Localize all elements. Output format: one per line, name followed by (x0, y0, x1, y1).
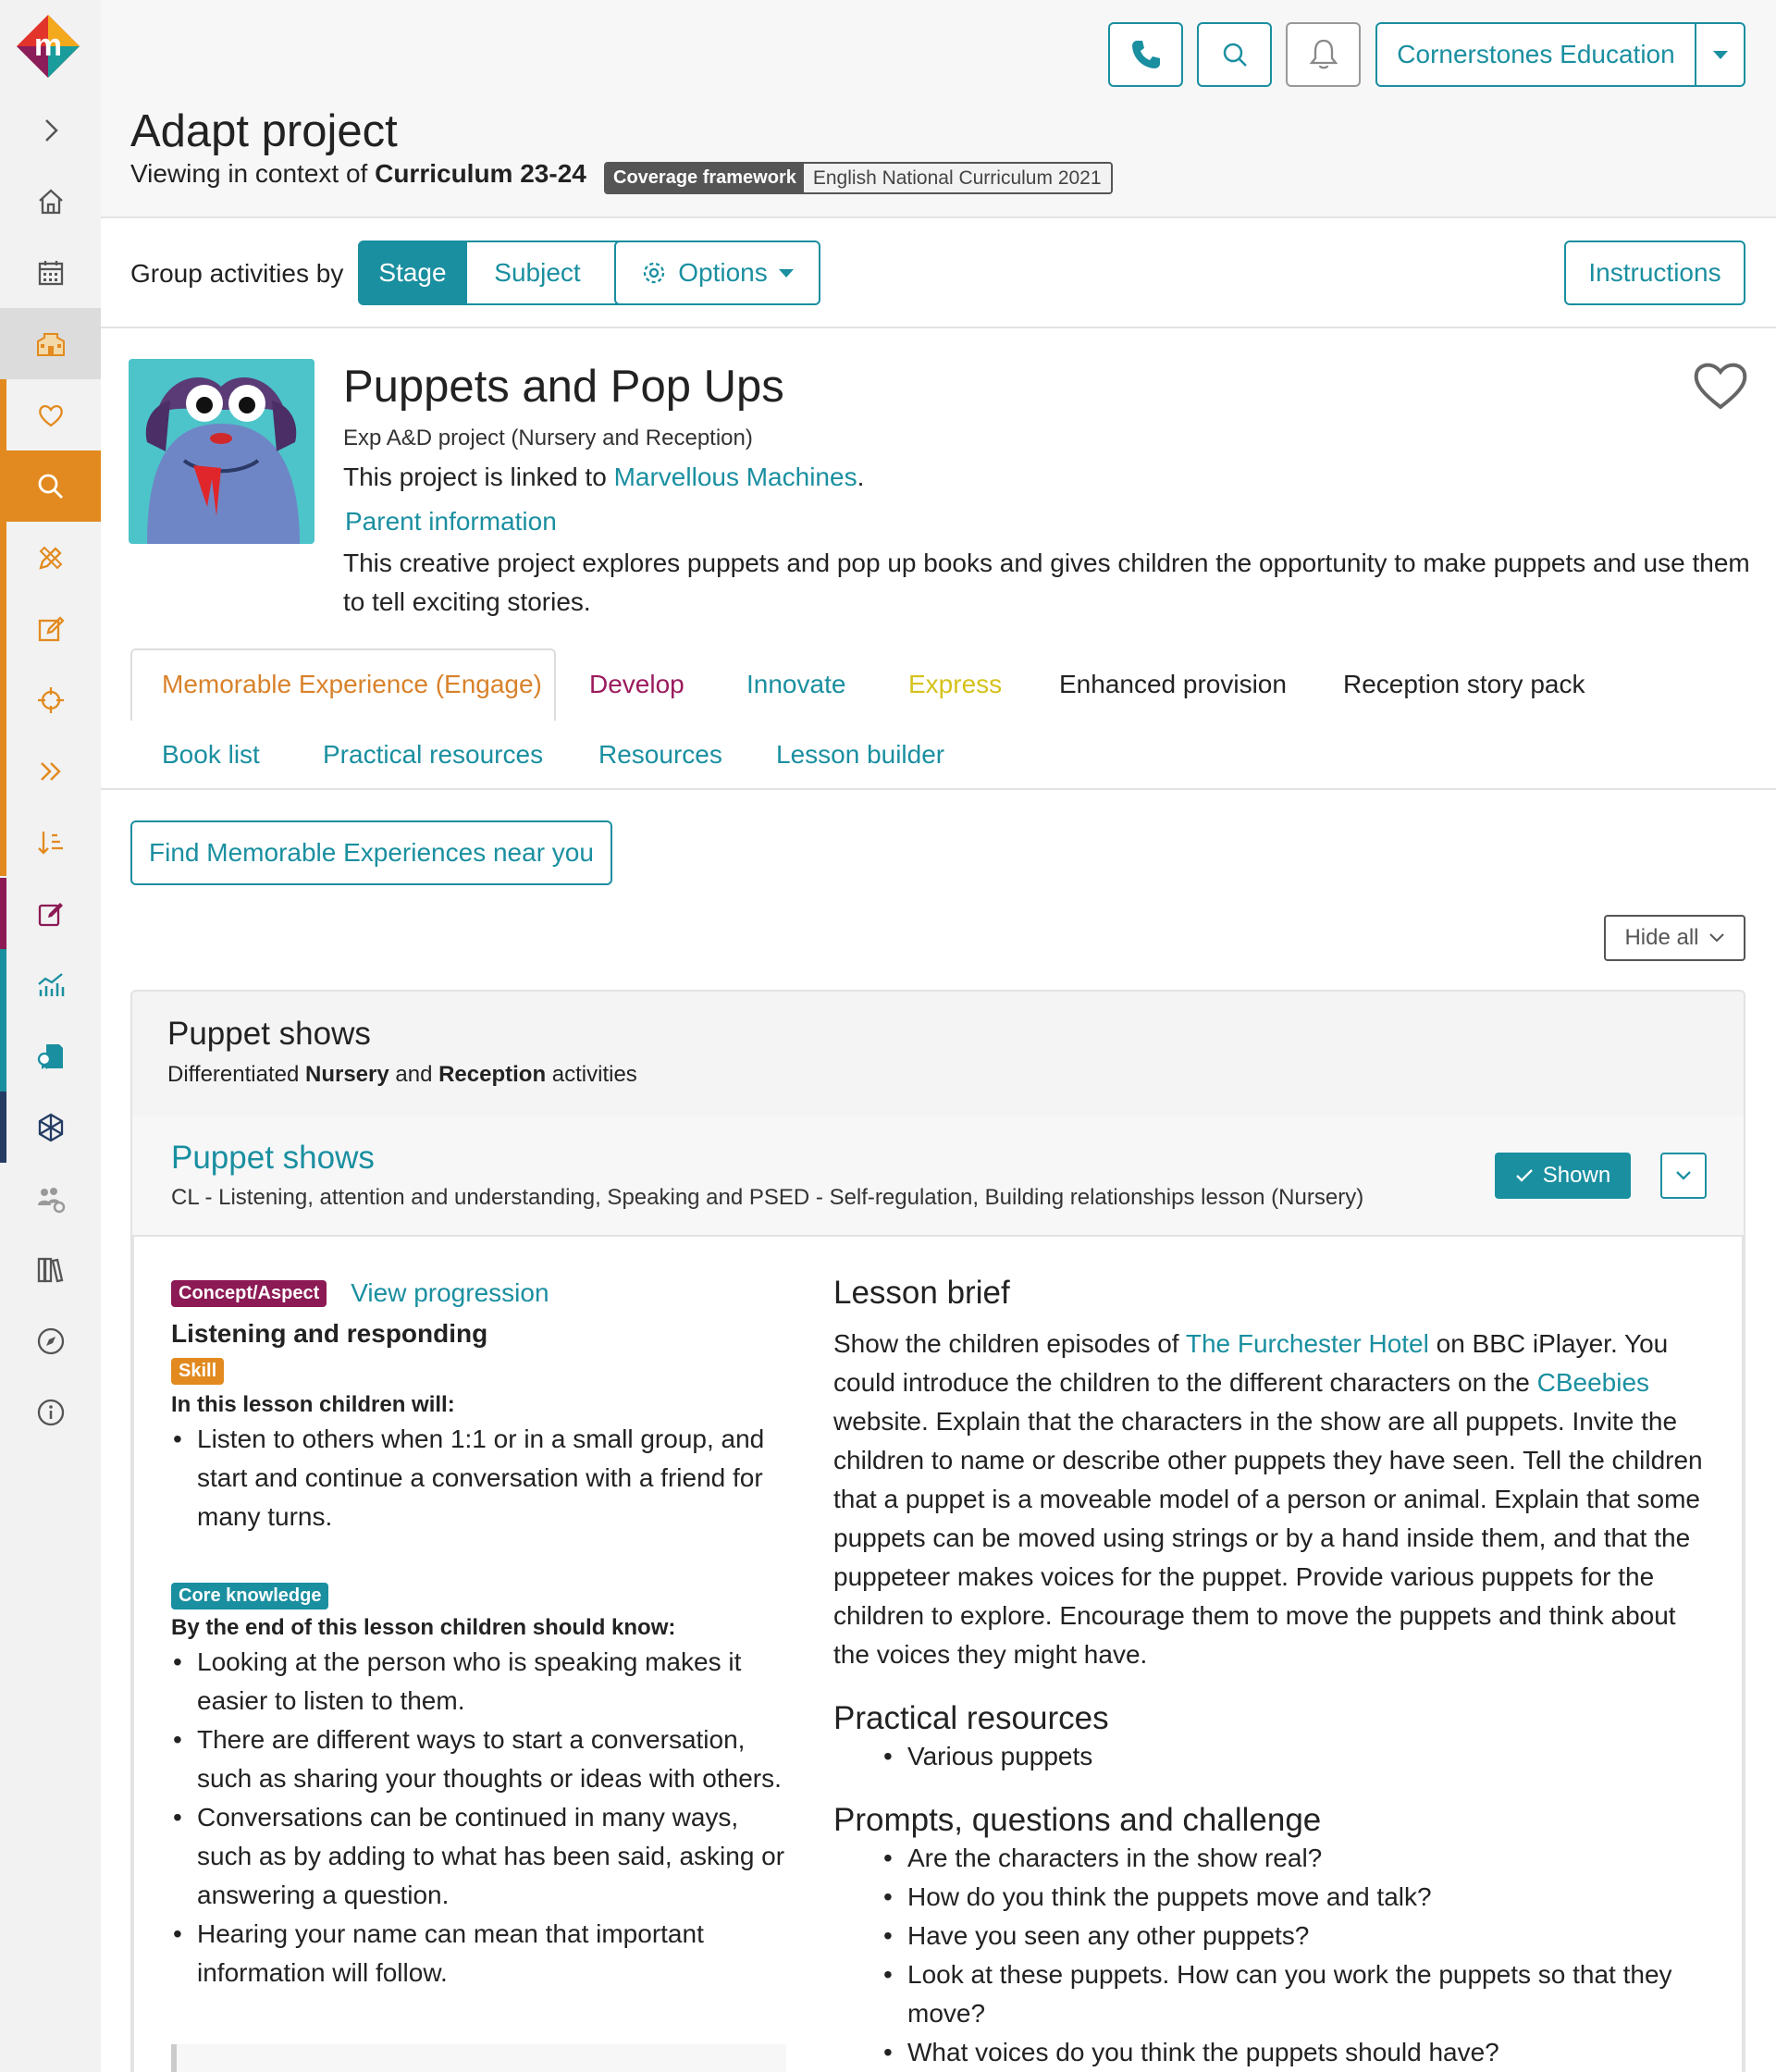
section-sub-and: and (388, 1062, 439, 1087)
lesson-subtitle: CL - Listening, attention and understanding, Speaking and PSED - Self-regulation, Building relationships lesson (Nursery) (171, 1185, 1364, 1210)
sidebar-item-target[interactable] (0, 664, 101, 735)
collapse-lesson-button[interactable] (1660, 1153, 1707, 1199)
chevron-down-icon (1674, 1169, 1693, 1182)
know-label: By the end of this lesson children should know: (171, 1615, 676, 1640)
subject-label: Subject (494, 258, 581, 287)
compass-icon (35, 1326, 67, 1357)
section-subtitle (167, 1062, 637, 1088)
group-stage-button[interactable]: Stage (358, 240, 467, 305)
chevron-down-icon (1708, 932, 1725, 944)
books-icon (35, 1254, 67, 1286)
list-item: • Are the characters in the show real? (882, 1839, 1703, 1878)
section-sub-nursery: Nursery (304, 1062, 389, 1087)
home-icon (35, 186, 67, 217)
svg-text:m: m (33, 28, 63, 63)
phone-icon (1128, 37, 1164, 72)
shown-label: Shown (1542, 1163, 1611, 1188)
options-button[interactable] (614, 240, 820, 305)
sidebar-item-users[interactable] (0, 1163, 101, 1234)
gear-icon (641, 260, 667, 286)
organisation-dropdown-toggle[interactable] (1695, 22, 1745, 87)
will-list (171, 1420, 800, 1536)
info-icon (35, 1397, 67, 1428)
context-curriculum: Curriculum 23-24 (375, 159, 586, 188)
edit-icon (35, 613, 67, 645)
crosshair-icon (35, 684, 67, 716)
tab-practical-resources[interactable]: Practical resources (323, 740, 544, 769)
sidebar-item-sort[interactable] (0, 807, 101, 878)
sidebar-item-favourites[interactable] (0, 379, 101, 450)
brief-part-1: Show the children episodes of (833, 1329, 1186, 1358)
furchester-hotel-link[interactable]: The Furchester Hotel (1185, 1329, 1429, 1358)
project-title: Puppets and Pop Ups (343, 362, 784, 412)
tab-enhanced-provision[interactable]: Enhanced provision (1059, 670, 1287, 698)
sidebar-item-analytics[interactable] (0, 949, 101, 1020)
list-item: • There are different ways to start a conversation, such as sharing your thoughts or ideas with others. (171, 1720, 800, 1798)
list-item: • How do you think the puppets move and talk? (882, 1878, 1703, 1917)
users-gear-icon (35, 1183, 67, 1215)
list-item: • Look at these puppets. How can you work the puppets so that they move? (882, 1955, 1703, 2033)
puppet-image (129, 359, 314, 544)
list-item: • What voices do you think the puppets should have? (882, 2033, 1703, 2072)
sidebar-item-assessment[interactable] (0, 878, 101, 949)
hide-all-button[interactable] (1604, 915, 1745, 961)
will-label: In this lesson children will: (171, 1392, 455, 1417)
lesson-left-column (171, 1275, 800, 1992)
tab-innovate[interactable]: Innovate (746, 670, 846, 698)
sidebar-item-projects[interactable] (0, 308, 101, 379)
pen-square-icon (35, 898, 67, 930)
shown-toggle-button[interactable] (1495, 1153, 1631, 1199)
context-line (130, 159, 586, 189)
sort-list-icon (35, 827, 67, 858)
sidebar-item-library[interactable] (0, 1234, 101, 1305)
lesson-title[interactable]: Puppet shows (171, 1140, 375, 1176)
practical-resources-list (882, 1737, 1703, 1776)
section-title: Puppet shows (167, 1016, 371, 1052)
linked-prefix: This project is linked to (343, 462, 614, 491)
list-item: • Looking at the person who is speaking makes it easier to listen to them. (171, 1643, 800, 1720)
caret-down-icon (1713, 51, 1728, 59)
sidebar-item-explore[interactable] (0, 1305, 101, 1376)
tab-memorable-experience[interactable]: Memorable Experience (Engage) (162, 670, 542, 698)
sidebar-item-info[interactable] (0, 1376, 101, 1448)
favourite-heart-icon[interactable] (1692, 359, 1749, 411)
skill-tag: Skill (171, 1358, 224, 1385)
project-thumbnail (129, 359, 314, 544)
chevron-right-icon (35, 115, 67, 146)
check-icon (1515, 1168, 1534, 1183)
practical-resources-heading: Practical resources (833, 1700, 1109, 1736)
tab-develop[interactable]: Develop (589, 670, 684, 698)
list-item: • Hearing your name can mean that important information will follow. (171, 1915, 800, 1992)
find-memorable-experiences-button[interactable]: Find Memorable Experiences near you (130, 820, 612, 885)
section-sub-reception: Reception (438, 1062, 547, 1087)
concept-aspect-tag: Concept/Aspect (171, 1280, 327, 1307)
sidebar-item-network[interactable] (0, 1092, 101, 1163)
search-button[interactable] (1197, 22, 1272, 87)
lesson-brief-text (833, 1325, 1703, 1674)
know-list (171, 1643, 800, 1992)
sidebar-item-design[interactable] (0, 522, 101, 593)
project-description: This creative project explores puppets and pop up books and gives children the opportunity to make puppets and use them to tell exciting stories. (343, 549, 1750, 616)
app-logo-icon[interactable] (15, 13, 81, 80)
notifications-button[interactable] (1286, 22, 1361, 87)
lesson-right-column (833, 1275, 1703, 2072)
caret-down-icon (779, 269, 794, 278)
group-by-label: Group activities by (130, 259, 344, 288)
bell-icon (1306, 37, 1341, 72)
cbeebies-link[interactable]: CBeebies (1536, 1368, 1650, 1397)
page-title: Adapt project (130, 106, 398, 156)
main-content (101, 0, 1776, 2072)
heart-icon (35, 400, 67, 431)
framework-value: English National Curriculum 2021 (804, 164, 1111, 192)
sidebar (0, 0, 101, 2072)
sidebar-item-home[interactable] (0, 166, 101, 237)
view-progression-link[interactable]: View progression (351, 1278, 549, 1307)
pencil-ruler-icon (35, 542, 67, 574)
network-icon (35, 1112, 67, 1143)
prompts-heading: Prompts, questions and challenge (833, 1802, 1322, 1838)
options-label: Options (678, 258, 768, 287)
tab-express[interactable]: Express (908, 670, 1003, 698)
framework-label: Coverage framework (606, 164, 804, 192)
list-item: • Various puppets (882, 1737, 1703, 1776)
sidebar-item-search[interactable] (0, 450, 101, 522)
linked-suffix: . (857, 462, 865, 491)
sidebar-item-calendar[interactable] (0, 237, 101, 308)
lesson-brief-heading: Lesson brief (833, 1275, 1010, 1311)
list-item: • Conversations can be continued in many ways, such as by adding to what has been said, asking or answering a question. (171, 1798, 800, 1915)
context-prefix: Viewing in context of (130, 159, 376, 188)
tab-reception-story-pack[interactable]: Reception story pack (1343, 670, 1585, 698)
search-icon (1217, 37, 1252, 72)
double-chevron-right-icon (35, 756, 67, 787)
group-toolbar (101, 219, 1776, 328)
lesson-note-box (171, 2044, 786, 2072)
expand-sidebar-button[interactable] (0, 94, 101, 166)
organisation-button[interactable]: Cornerstones Education (1375, 22, 1696, 87)
concept-name: Listening and responding (171, 1319, 488, 1348)
coverage-framework-badge (604, 162, 1113, 194)
section-sub-prefix: Differentiated (167, 1062, 305, 1087)
tabs-divider (101, 788, 1776, 790)
school-icon (35, 328, 67, 360)
parent-information-link[interactable]: Parent information (345, 507, 557, 536)
list-item: • Have you seen any other puppets? (882, 1917, 1703, 1955)
linked-project-link[interactable]: Marvellous Machines (613, 462, 857, 491)
phone-button[interactable] (1108, 22, 1183, 87)
sidebar-item-certificates[interactable] (0, 1020, 101, 1092)
calendar-icon (35, 257, 67, 289)
instructions-button[interactable]: Instructions (1564, 240, 1745, 305)
tab-book-list[interactable]: Book list (162, 740, 260, 769)
search-icon (35, 471, 67, 502)
sidebar-item-next[interactable] (0, 735, 101, 807)
sidebar-item-edit[interactable] (0, 593, 101, 664)
brief-part-3: website. Explain that the characters in the show are all puppets. Invite the children to name or describe other puppets they have seen. Tell the children that a puppet is a moveable model of a person or animal. Explain that some puppets can be moved using strings or by a hand inside them, and that the puppeteer makes voices for the puppet. Provide various puppets for the children to explore. Encourage them to move the puppets and think about the voices they might have. (833, 1407, 1703, 1669)
brief-part-2: on BBC iPlayer. You could introduce the children to the different characters on the (833, 1329, 1669, 1397)
hide-all-label: Hide all (1624, 925, 1699, 950)
prompts-list (882, 1839, 1703, 2072)
tab-resources[interactable]: Resources (598, 740, 722, 769)
project-linked-line (343, 462, 864, 492)
tab-lesson-builder[interactable]: Lesson builder (776, 740, 945, 769)
project-subtitle: Exp A&D project (Nursery and Reception) (343, 426, 753, 450)
core-knowledge-tag: Core knowledge (171, 1583, 328, 1610)
chart-icon (35, 969, 67, 1001)
certificate-icon (35, 1041, 67, 1072)
section-sub-suffix: activities (546, 1062, 637, 1087)
list-item: • Listen to others when 1:1 or in a small group, and start and continue a conversation with a friend for many turns. (171, 1420, 800, 1536)
